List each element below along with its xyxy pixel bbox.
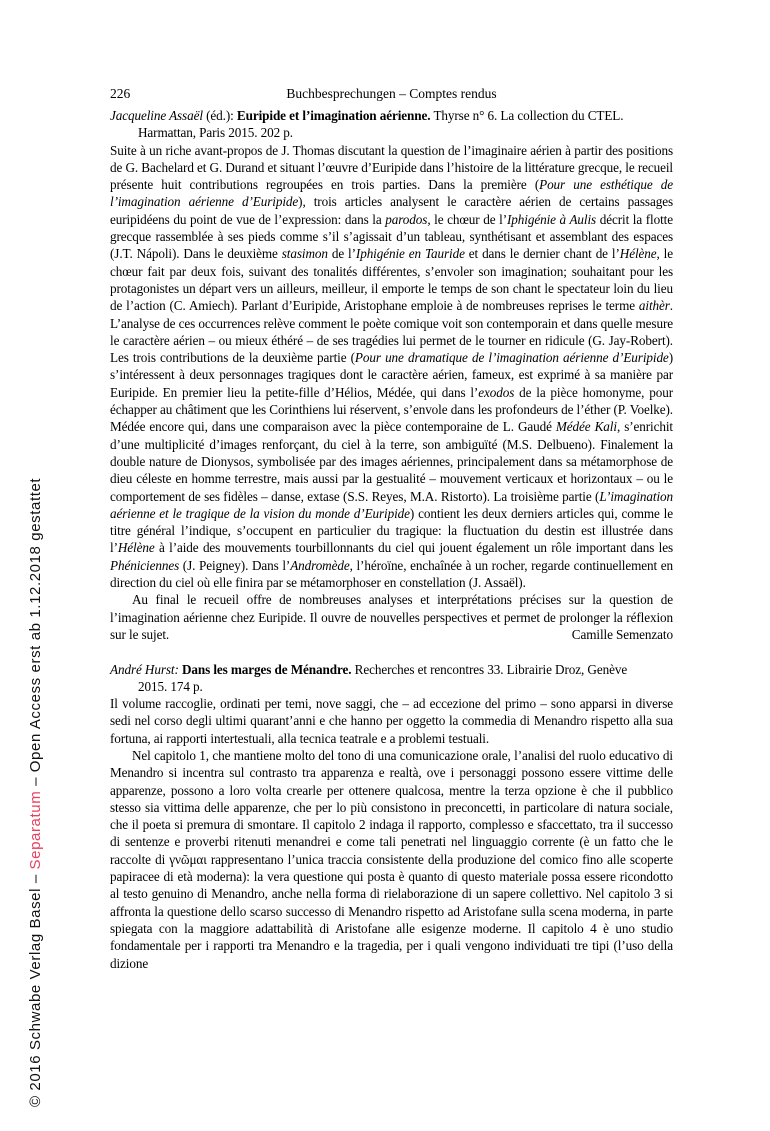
- review-heading: André Hurst: Dans les marges de Ménandre. Recherches et rencontres 33. Librairie Droz, Genève 2015. 174 p.: [110, 661, 628, 694]
- separatum-label: Separatum: [27, 790, 44, 870]
- review-article-2: [110, 661, 673, 972]
- copyright-text-after: – Open Access erst ab 1.12.2018 gestattet: [27, 477, 44, 791]
- review-paragraph: Nel capitolo 1, che mantiene molto del tono di una comunicazione orale, l’analisi del ruolo educativo di Menandro si incentra sul contrasto tra apparenza e realtà, ove i personaggi possono essere vittime delle apparenze, possono a loro volta crearle per ottenere qualcosa, mentre la terza opzione è che il pubblico stesso sia vittima delle apparenze, che per lo più consistono in preconcetti, in particolare di natura sociale, che il poeta si premura di smontare. Il capitolo 2 indaga il rapporto, complesso e sfaccettato, tra il successo di sentenze e proverbi ritenuti menandrei e come tali penetrati nel linguaggio corrente (è un fatto che le raccolte di γνῶμαι rappresentano l’unica traccia consistente della produzione del comico fino alle scoperte papiracee di età moderna): la vera questione qui posta è quanto di questo materiale possa essere ricondotto al testo genuino di Menandro, anche nella forma di rielaborazione di un sapere collettivo. Nel capitolo 3 si affronta la questione dello scarso successo di Menandro rispetto ad Aristofane sulla scena moderna, in parte spiegata con la maggiore adattabilità di Aristofane alle esigenze moderne. Il capitolo 4 è uno studio fondamentale per i rapporti tra Menandro e la tragedia, per i quali vengono individuati tre tipi (l’uso della dizione: [110, 747, 673, 971]
- review-paragraph: Suite à un riche avant-propos de J. Thomas discutant la question de l’imaginaire aérien à partir des positions de G. Bachelard et G. Durand et situant l’œuvre d’Euripide dans l’histoire de la littérature grecque, le recueil présente huit contributions regroupées en trois parties. Dans la première (Pour une esthétique de l’imagination aérienne d’Euripide), trois articles analysent le caractère aérien de certains passages euripidéens du point de vue de l’expression: dans la parodos, le chœur de l’Iphigénie à Aulis décrit la flotte grecque rassemblée à ses pieds comme s’il s’agissait d’un tableau, synthétisant et assemblant des espaces (J.T. Nápoli). Dans le deuxième stasimon de l’Iphigénie en Tauride et dans le dernier chant de l’Hélène, le chœur fait par deux fois, suivant des tonalités différentes, s’envoler son imagination; souhaitant pour les protagonistes un départ vers un ailleurs, meilleur, il emporte le temps de son chant le spectateur loin du lieu de l’action (C. Amiech). Parlant d’Euripide, Aristophane emploie à de nombreuses reprises le terme aithèr. L’analyse de ces occurrences relève comment le poète comique voit son contemporain et dans quelle mesure le caractère aérien – ou mieux éthéré – de ses tragédies lui permet de le tourner en ridicule (G. Jay-Robert). Les trois contributions de la deuxième partie (Pour une dramatique de l’imagination aérienne d’Euripide) s’intéressent à deux personnages tragiques dont le caractère aérien, fameux, est exprimé à sa manière par Euripide. En premier lieu la petite-fille d’Hélios, Médée, qui dans l’exodos de la pièce homonyme, pour échapper au châtiment que les Corinthiens lui réservent, s’envole dans les profondeurs de l’éther (P. Voelke). Médée encore qui, dans une comparaison avec la pièce contemporaine de L. Gaudé Médée Kali, s’enrichit d’une multiplicité d’images renforçant, du ciel à la terre, son ambiguïté (M.S. Delbueno). Finalement la double nature de Dionysos, symbolisée par des images aériennes, principalement dans sa métamorphose de dieu céleste en homme terrestre, mais aussi par la gestualité – mouvement verticaux et horizontaux – ou le comportement de ses fidèles – danse, extase (S.S. Reyes, M.A. Ristorto). La troisième partie (L’imagination aérienne et le tragique de la vision du monde d’Euripide) contient les deux derniers articles qui, comme le titre général l’indique, s’occupent en particulier du tragique: la fluctuation du destin est illustrée dans l’Hélène à l’aide des mouvements tourbillonnants du ciel qui jouent également un rôle important dans les Phéniciennes (J. Peigney). Dans l’Andromède, l’héroïne, enchaînée à un rocher, regarde continuellement en direction du ciel où elle finira par se métamorphoser en constellation (J. Assaël).: [110, 142, 673, 591]
- review-article-1: [110, 107, 673, 643]
- text-column: [110, 107, 673, 972]
- running-head: Buchbesprechungen – Comptes rendus: [286, 86, 497, 101]
- review-heading: Jacqueline Assaël (éd.): Euripide et l’imagination aérienne. Thyrse n° 6. La collection du CTEL. Harmattan, Paris 2015. 202 p.: [110, 108, 624, 141]
- review-paragraph: Au final le recueil offre de nombreuses analyses et interprétations précises sur la question de l’imagination aérienne chez Euripide. Il ouvre de nouvelles perspectives et permet de prolonger la réflexion sur le sujet.: [110, 592, 673, 642]
- reviewer-signature: Camille Semenzato: [571, 626, 673, 642]
- page-number: 226: [110, 86, 131, 101]
- copyright-sidebar: [27, 478, 44, 1107]
- copyright-text-before: © 2016 Schwabe Verlag Basel –: [27, 869, 44, 1107]
- review-paragraph: Il volume raccoglie, ordinati per temi, nove saggi, che – ad eccezione del primo – sono apparsi in diverse sedi nel corso degli ultimi quarant’anni e che hanno per oggetto la commedia di Menandro rispetto alla sua fortuna, ai rapporti intertestuali, alla tecnica teatrale e a problemi testuali.: [110, 696, 673, 746]
